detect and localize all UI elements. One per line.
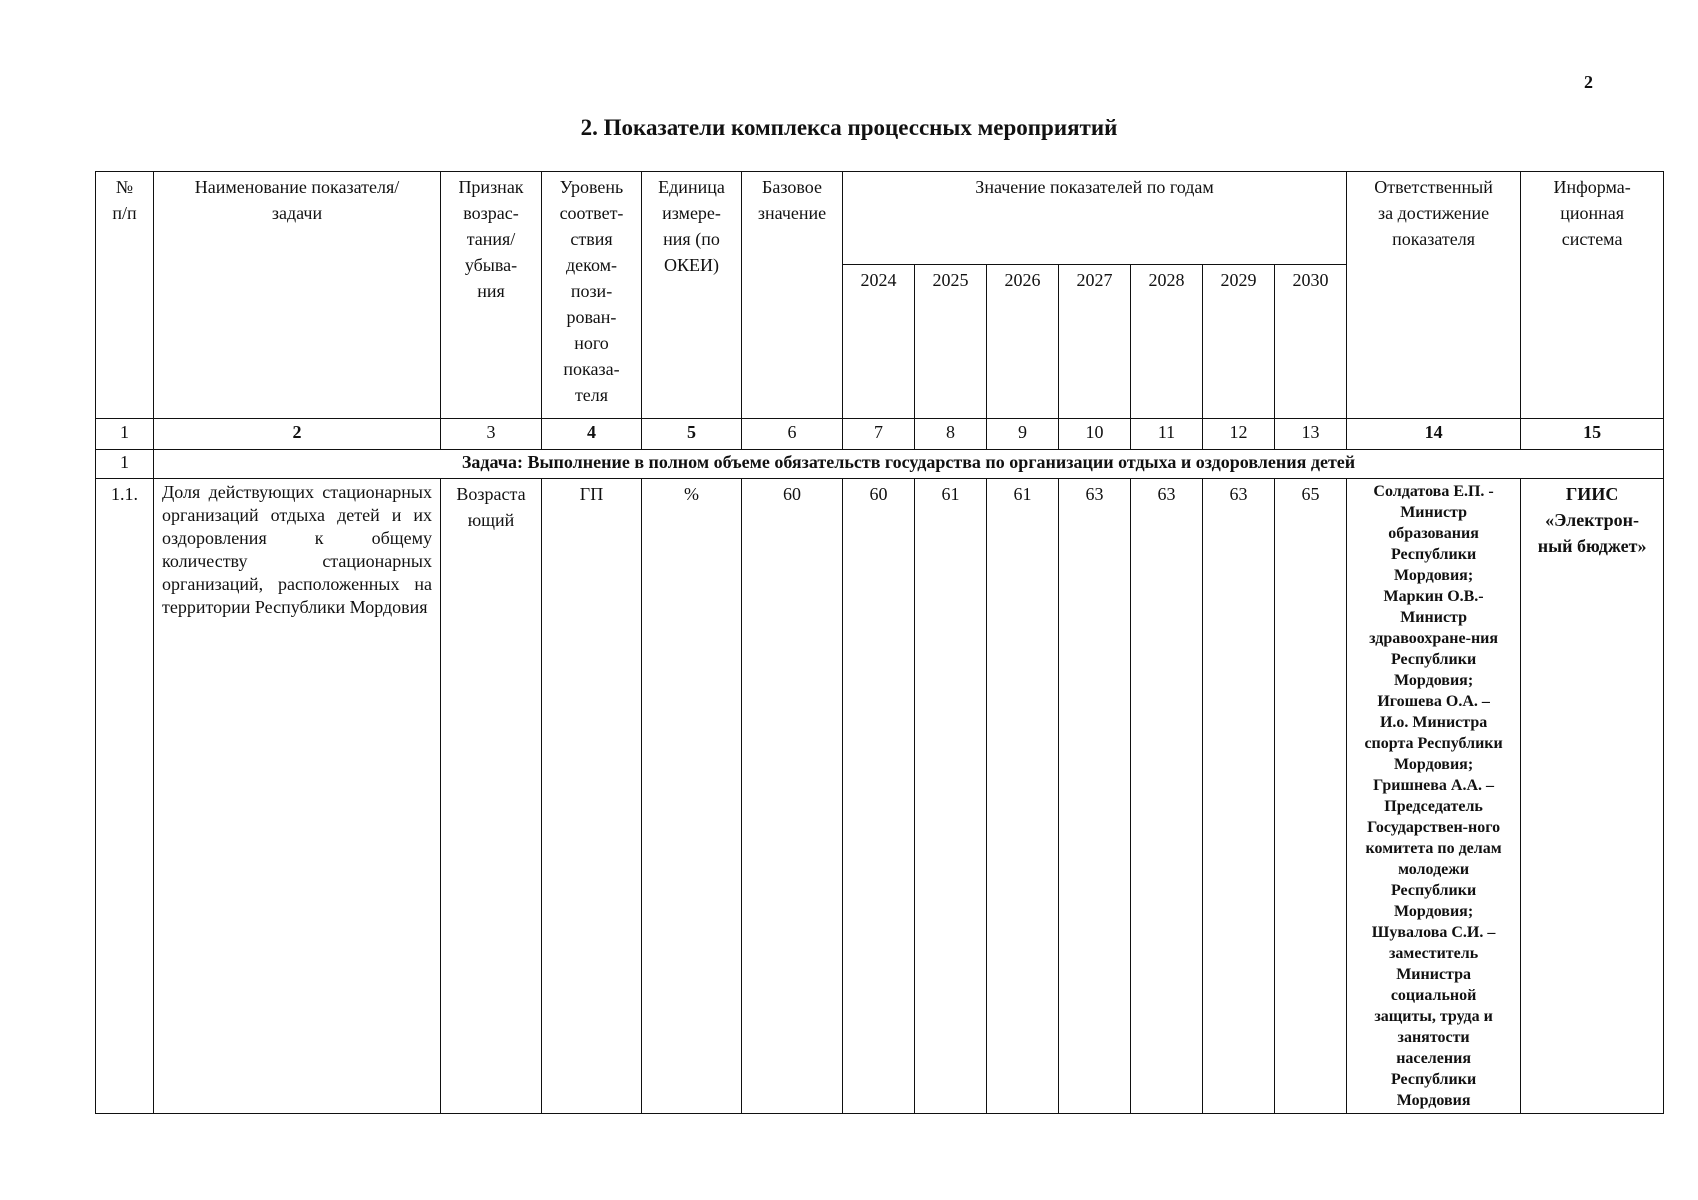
column-number: 9 (987, 419, 1059, 450)
level-cell: ГП (542, 479, 642, 1114)
year-value-cell: 63 (1131, 479, 1203, 1114)
document-title: 2. Показатели комплекса процессных мероприятий (580, 115, 1118, 140)
task-number: 1 (96, 450, 154, 479)
year-value-cell: 61 (987, 479, 1059, 1114)
header-level: Уровень соответ- ствия деком- пози- рован- ного показа- теля (542, 172, 642, 419)
header-year: 2025 (915, 265, 987, 419)
header-responsible: Ответственный за достижение показателя (1347, 172, 1521, 419)
column-number: 4 (542, 419, 642, 450)
task-text: Задача: Выполнение в полном объеме обязательств государства по организации отдыха и оздоровления детей (154, 450, 1664, 479)
responsible-cell: Солдатова Е.П. - Министр образования Республики Мордовия; Маркин О.В.- Министр здравоохране-ния Республики Мордовия; Игошева О.А. – И.о. Министра спорта Республики Мордовия; Гришнева А.А. – Председатель Государствен-ного комитета по делам молодежи Республики Мордовия; Шувалова С.И. – заместитель Министра социальной защиты, труда и занятости населения Республики Мордовия (1347, 479, 1521, 1114)
task-row (96, 450, 1664, 479)
trend-cell: Возраста ющий (441, 479, 542, 1114)
column-number: 14 (1347, 419, 1521, 450)
year-value-cell: 63 (1059, 479, 1131, 1114)
row-number: 1.1. (96, 479, 154, 1114)
column-number: 1 (96, 419, 154, 450)
column-number: 7 (843, 419, 915, 450)
page-number: 2 (1584, 72, 1593, 92)
header-year: 2030 (1275, 265, 1347, 419)
header-row (96, 172, 1664, 265)
header-year: 2027 (1059, 265, 1131, 419)
header-year: 2029 (1203, 265, 1275, 419)
header-name: Наименование показателя/ задачи (154, 172, 441, 419)
header-years-group: Значение показателей по годам (843, 172, 1347, 265)
column-number: 11 (1131, 419, 1203, 450)
header-info-system: Информа- ционная система (1521, 172, 1664, 419)
column-number: 13 (1275, 419, 1347, 450)
column-number: 6 (742, 419, 843, 450)
column-number: 2 (154, 419, 441, 450)
column-number: 10 (1059, 419, 1131, 450)
header-trend: Признак возрас- тания/ убыва- ния (441, 172, 542, 419)
year-value-cell: 63 (1203, 479, 1275, 1114)
header-year: 2024 (843, 265, 915, 419)
column-number: 5 (642, 419, 742, 450)
indicators-table (95, 171, 1664, 1114)
base-value-cell: 60 (742, 479, 843, 1114)
header-year: 2026 (987, 265, 1059, 419)
header-year: 2028 (1131, 265, 1203, 419)
column-number: 12 (1203, 419, 1275, 450)
column-number-row (96, 419, 1664, 450)
header-base: Базовое значение (742, 172, 843, 419)
column-number: 8 (915, 419, 987, 450)
unit-cell: % (642, 479, 742, 1114)
year-value-cell: 65 (1275, 479, 1347, 1114)
year-value-cell: 60 (843, 479, 915, 1114)
header-unit: Единица измере- ния (по ОКЕИ) (642, 172, 742, 419)
indicator-name: Доля действующих стационарных организаций отдыха детей и их оздоровления к общему количеству стационарных организаций, расположенных на территории Республики Мордовия (154, 479, 441, 1114)
column-number: 3 (441, 419, 542, 450)
table-row (96, 479, 1664, 1114)
column-number: 15 (1521, 419, 1664, 450)
year-value-cell: 61 (915, 479, 987, 1114)
header-num: № п/п (96, 172, 154, 419)
info-system-cell: ГИИС «Электрон- ный бюджет» (1521, 479, 1664, 1114)
